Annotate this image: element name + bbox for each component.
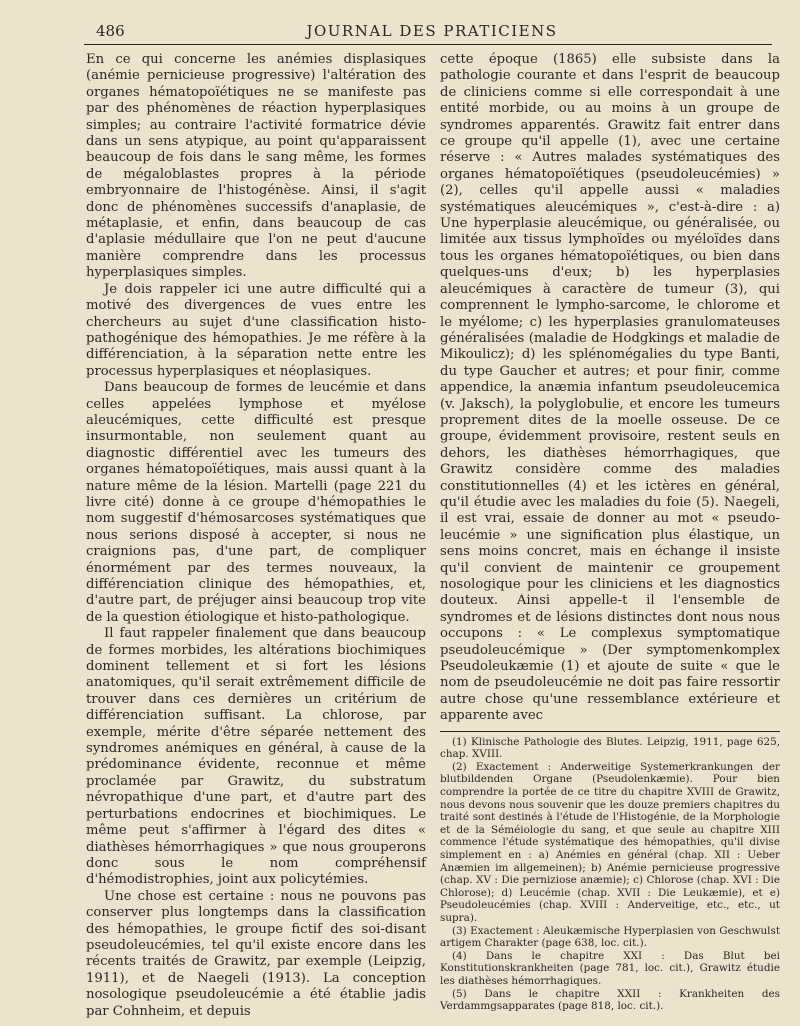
left-column (86, 52, 426, 1020)
footnote: (3) Exactement : Aleukæmische Hyperplasien von Geschwulst artigem Charakter (page 638, loc. cit.). (440, 924, 780, 950)
paragraph: Dans beaucoup de formes de leucémie et dans celles appelées lymphose et myélose aleucémiques, cette difficulté est presque insurmontable, non seulement quant au diagnostic différentiel avec les tumeurs des organes hématopoïétiques, mais aussi quant à la nature même de la lésion. Martelli (page 221 du livre cité) donne à ce groupe d'hémopathies le nom suggestif d'hémosarcoses systématiques que nous serions disposé à accepter, si nous ne craignions pas, d'une part, de compliquer énormément par des termes nouveaux, la différenciation clinique des hémopathies, et, d'autre part, de préjuger ainsi beaucoup trop vite de la question étiologique et histo-pathologique. (86, 380, 426, 625)
article-columns (86, 52, 780, 1020)
right-column (440, 52, 780, 1020)
footnote: (1) Klinische Pathologie des Blutes. Leipzig, 1911, page 625, chap. XVIII. (440, 735, 780, 761)
page-number: 486 (96, 22, 125, 40)
footnotes (440, 736, 780, 1013)
page-header (96, 14, 768, 40)
paragraph: En ce qui concerne les anémies displasiques (anémie pernicieuse progressive) l'altération des organes hématopoïétiques ne se manifeste pas par des phénomènes de réaction hyperplasiques simples; au contraire l'activité formatrice dévie dans un sens atypique, au point qu'apparaissent beaucoup de fois dans le sang même, les formes de mégaloblastes propres à la période embryonnaire de l'histogénèse. Ainsi, il s'agit donc de phénomènes successifs d'anaplasie, de métaplasie, et enfin, dans beaucoup de cas d'aplasie médullaire que l'on ne peut d'aucune manière comprendre dans les processus hyperplasiques simples. (86, 52, 426, 281)
header-rule (84, 44, 772, 45)
footnote: (4) Dans le chapitre XXI : Das Blut bei Konstitutionskrankheiten (page 781, loc. cit.), Grawitz étudie les diathèses hémorrhagiques. (440, 949, 780, 987)
footnote: (2) Exactement : Anderweitige Systemerkrankungen der blutbildenden Organe (Pseudolenkæmie). Pour bien comprendre la portée de ce titre du chapitre XVIII de Grawitz, nous devons nous souvenir que les douze premiers chapitres du traité sont destinés à l'étude de l'Histogénie, de la Morphologie et de la Séméiologie du sang, et que seule au chapitre XIII commence l'étude systématique des hémopathies, qu'il divise simplement en : a) Anémies en général (chap. XII : Ueber Anæmien im allgemeinen); b) Anémie pernicieuse progressive (chap. XV : Die perniziose anæmie); c) Chlorose (chap. XVI : Die Chlorose); d) Leucémie (chap. XVII : Die Leukæmie), et e) Pseudoleucémies (chap. XVIII : Anderveitige, etc., etc., ut supra). (440, 760, 780, 924)
footnote: (5) Dans le chapitre XXII : Krankheiten des Verdammgsapparates (page 818, loc. cit.). (440, 987, 780, 1013)
footnote-rule (440, 731, 780, 732)
paragraph: Une chose est certaine : nous ne pouvons pas conserver plus longtemps dans la classification des hémopathies, le groupe fictif des soi-disant pseudoleucémies, tel qu'il existe encore dans les récents traités de Grawitz, par exemple (Leipzig, 1911), et de Naegeli (1913). La conception nosologique pseudoleucémie a été établie jadis par Cohnheim, et depuis (86, 888, 426, 1019)
journal-title: JOURNAL DES PRATICIENS (306, 22, 558, 40)
paragraph: cette époque (1865) elle subsiste dans la pathologie courante et dans l'esprit de beaucoup de cliniciens comme si elle correspondait à une entité morbide, ou au moins à un groupe de syndromes apparentés. Grawitz fait entrer dans ce groupe qu'il appelle (1), avec une certaine réserve : « Autres malades systématiques des organes hématopoïétiques (pseudoleucémies) » (2), celles qu'il appelle aussi « maladies systématiques aleucémiques », c'est-à-dire : a) Une hyperplasie aleucémique, ou généralisée, ou limitée aux tissus lymphoïdes ou myéloïdes dans tous les organes hématopoïétiques, ou bien dans quelques-uns d'eux; b) les hyperplasies aleucémiques à caractère de tumeur (3), qui comprennent le lympho-sarcome, le chlorome et le myélome; c) les hyperplasies granulomateuses généralisées (maladie de Hodgkings et maladie de Mikoulicz); d) les splénomégalies du type Banti, du type Gaucher et autres; et pour finir, comme appendice, la anæmia infantum pseudoleucemica (v. Jaksch), la polyglobulie, et encore les tumeurs proprement dites de la moelle osseuse. De ce groupe, évidemment provisoire, restent seuls en dehors, les diathèses hémorrhagiques, que Grawitz considère comme des maladies constitutionnelles (4) et les ictères en général, qu'il étudie avec les maladies du foie (5). Naegeli, il est vrai, essaie de donner au mot « pseudo-leucémie » une signification plus élastique, un sens moins concret, mais en échange il insiste qu'il convient de maintenir ce groupement nosologique pour les cliniciens et les diagnostics douteux. Ainsi appelle-t il l'ensemble de syndromes et de lésions distinctes dont nous nous occupons : « Le complexus symptomatique pseudoleucémique » (Der symptomenkomplex Pseudoleukæmie (1) et ajoute de suite « que le nom de pseudoleucémie ne doit pas faire ressortir autre chose qu'une ressemblance extérieure et apparente avec (440, 52, 780, 724)
paragraph: Il faut rappeler finalement que dans beaucoup de formes morbides, les altérations biochimiques dominent tellement et si fort les lésions anatomiques, qu'il serait extrêmement difficile de trouver dans ces dernières un critérium de différenciation suffisant. La chlorose, par exemple, mérite d'être séparée nettement des syndromes anémiques en général, à cause de la prédominance évidente, reconnue et même proclamée par Grawitz, du substratum névropathique d'une part, et d'autre part des perturbations endocrines et biochimiques. Le même peut s'affirmer à l'égard des dites « diathèses hémorrhagiques » que nous grouperons donc sous le nom compréhensif d'hémodistrophies, joint aux policytémies. (86, 626, 426, 888)
paragraph: Je dois rappeler ici une autre difficulté qui a motivé des divergences de vues entre les chercheurs au sujet d'une classification histo-pathogénique des hémopathies. Je me réfère à la différenciation, à la séparation nette entre les processus hyperplasiques et néoplasiques. (86, 281, 426, 379)
